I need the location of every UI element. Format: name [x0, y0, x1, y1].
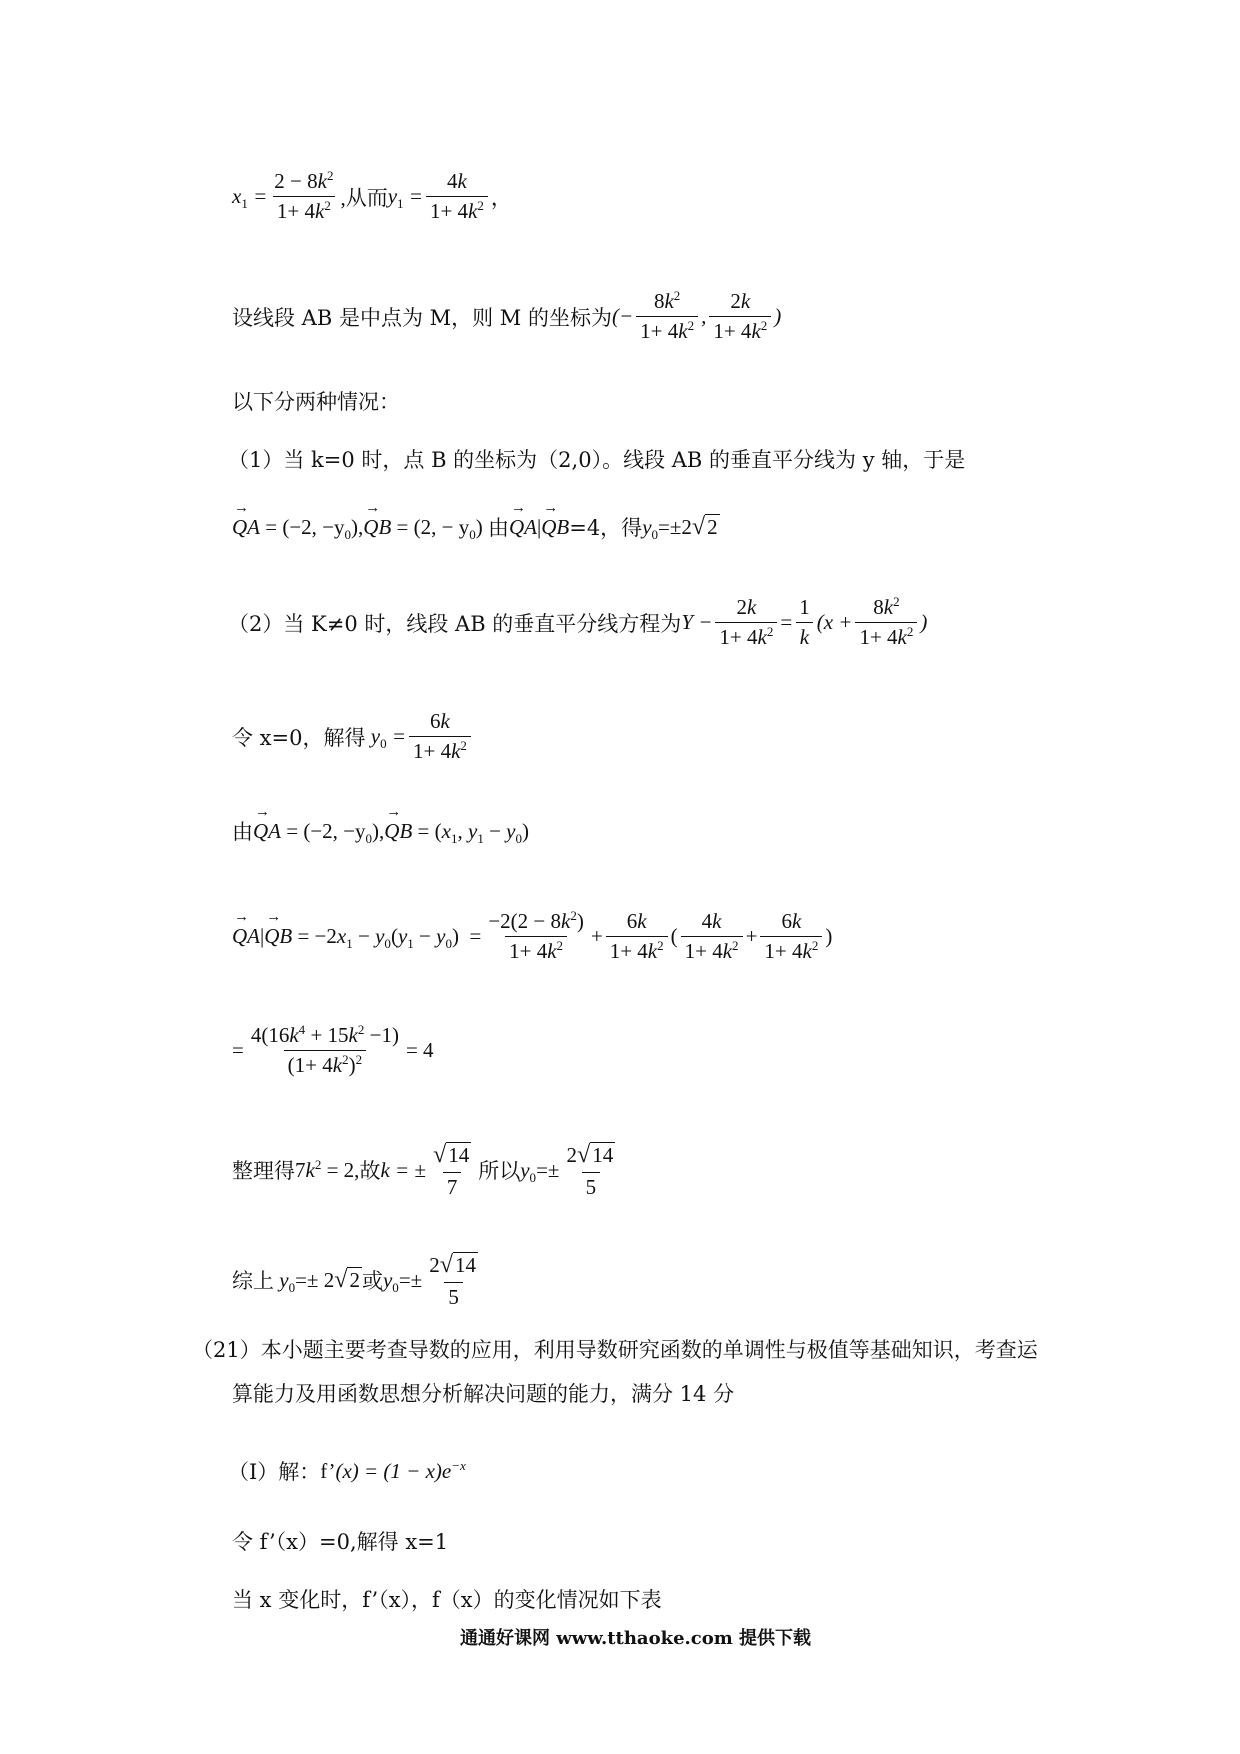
midpoint-text: 设线段 AB 是中点为 M，则 M 的坐标为	[232, 305, 612, 330]
question-21-intro: （21）本小题主要考查导数的应用，利用导数研究函数的单调性与极值等基础知识，考查运 算能力及用函数思想分析解决问题的能力，满分 14 分	[192, 1338, 1038, 1406]
conclusion-line: 综上 $y_0$ =± 2 √2 或 $y_0$ =± $\frac{2√14}{5}$	[232, 1251, 476, 1309]
part-1-derivative: （Ⅰ）解： f’ $(x) = (1 - x)e^{-x}$	[228, 1457, 466, 1484]
simplified-line: = $\frac{4(16k^4 + 15k^2 -1)}{(1+ 4k^2)^2}$ = 4	[232, 1022, 434, 1078]
solve-k-line: 整理得 $7k^2 = 2$, 故 k = ± $\frac{√14}{7}$ 所以 $y_0$ =± $\frac{2√14}{5}$	[232, 1141, 614, 1199]
midpoint-line: 设线段 AB 是中点为 M，则 M 的坐标为 (− $\frac{8k^2}{1+ 4k^2}$ , $\frac{2k}{1+ 4k^2}$ )	[232, 288, 782, 344]
case-1-line: （1）当 k=0 时，点 B 的坐标为（2,0）。线段 AB 的垂直平分线为 y 轴，于是	[228, 448, 966, 472]
case-1-vectors: → QA = (−2, $-y_0$), → QB = (2, − $y_0$) 由 → QA | → QB =4，得 $y_0$ =±2 √2	[232, 512, 720, 542]
table-intro: 当 x 变化时，f’（x），f（x）的变化情况如下表	[232, 1588, 662, 1612]
eq-x1-y1: $x_1$ = $\frac{2 - 8k^2}{1+ 4k^2}$ ,从而 $y_1$ = $\frac{4k}{1+ 4k^2}$ ，	[232, 168, 512, 224]
case-2-line: （2）当 K≠0 时，线段 AB 的垂直平分线方程为 Y − $\frac{2k}{1+ 4k^2}$ = $\frac{1}{k}$ (x + $\frac{8k^2}{1+ 4k^2}$ )	[228, 594, 928, 650]
case-2-vectors: 由 → QA = (−2, $-y_0$), → QB = ($x_1$, $y_1 - y_0$)	[232, 816, 529, 846]
dot-product-line: → QA | → QB = $-2x_1 - y_0(y_1 - y_0)$ = $\frac{-2(2 - 8k^2)}{1+ 4k^2}$ + $\frac{6k}{1+ 4k^2}$ ( $\frac{4k}{1+ 4k^2}$ + $\frac{6k}{1+ 4k^2}$ )	[232, 910, 832, 963]
two-cases-line: 以下分两种情况：	[232, 390, 400, 414]
text-from-then: ,从而	[340, 185, 388, 210]
solve-y0-line: 令 x=0，解得 $y_0$ = $\frac{6k}{1+ 4k^2}$	[232, 710, 474, 763]
footer-watermark: 通通好课网 www.tthaoke.com 提供下载	[460, 1628, 812, 1649]
set-derivative-zero: 令 f’（x）=0,解得 x=1	[232, 1530, 449, 1554]
